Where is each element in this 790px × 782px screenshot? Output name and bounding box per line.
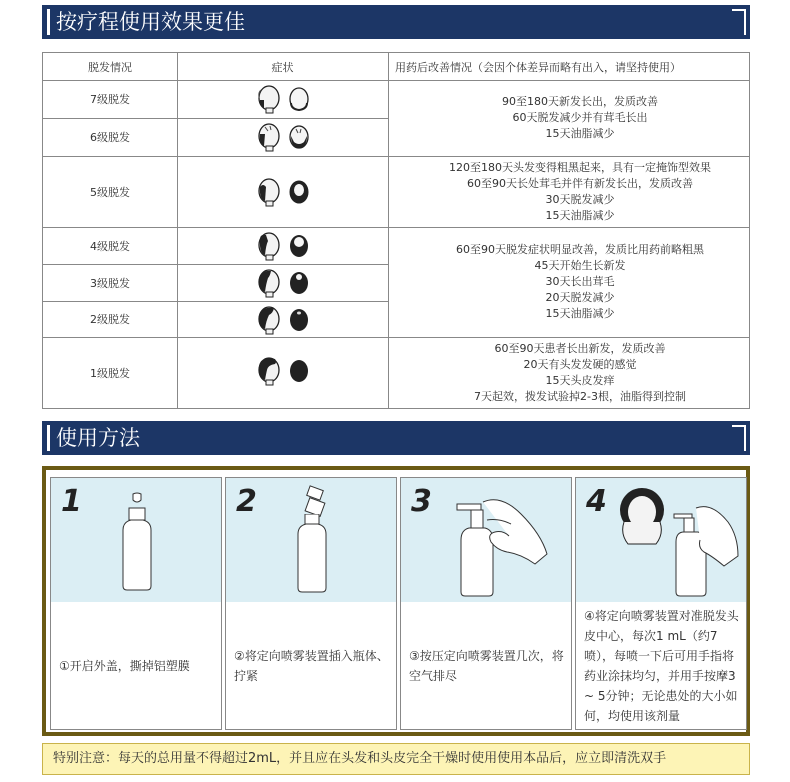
level-2: 2级脱发 <box>90 313 130 326</box>
improvement-line: 60天脱发减少并有茸毛长出 <box>512 111 648 124</box>
symptom-level-4 <box>256 231 310 261</box>
bottle-icon <box>292 514 332 594</box>
section-title: 使用方法 <box>56 426 140 450</box>
improvement-line: 30天脱发减少 <box>545 192 615 206</box>
header-symptom: 症状 <box>271 60 294 74</box>
head-side-icon <box>256 84 282 114</box>
header-improvement: 用药后改善情况（会因个体差异而略有出入，请坚持使用） <box>395 60 681 74</box>
step-number: 3 <box>411 484 432 519</box>
improvement-line: 60至90天长处茸毛并伴有新发长出，发质改善 <box>467 176 693 190</box>
symptom-level-5 <box>256 177 310 207</box>
banner-corner-decoration <box>732 425 746 451</box>
improvement-line: 7天起效，拨发试验掉2-3根，油脂得到控制 <box>474 390 686 403</box>
head-side-icon <box>256 305 282 335</box>
step-3 <box>400 477 572 730</box>
bottle-icon <box>117 492 157 592</box>
head-side-icon <box>256 231 282 261</box>
head-side-icon <box>256 122 282 152</box>
improvement-group-4-2 <box>415 227 745 337</box>
level-7: 7级脱发 <box>90 93 130 106</box>
improvement-line: 15天油脂减少 <box>545 208 615 222</box>
banner-corner-decoration <box>732 9 746 35</box>
head-top-icon <box>288 358 310 384</box>
improvement-line: 90至180天新发长出，发质改善 <box>502 95 658 108</box>
symptom-level-2 <box>256 305 310 335</box>
improvement-line: 20天有头发发硬的感觉 <box>523 358 637 371</box>
level-4: 4级脱发 <box>90 239 130 253</box>
section-banner-treatment <box>42 5 750 39</box>
improvement-group-5 <box>415 156 745 227</box>
section-title: 按疗程使用效果更佳 <box>56 10 245 34</box>
step-illustration <box>576 478 746 602</box>
head-top-icon <box>288 307 310 333</box>
step-text: ②将定向喷雾装置插入瓶体、拧紧 <box>234 648 389 683</box>
symptom-level-6 <box>256 122 310 152</box>
level-6: 6级脱发 <box>90 131 130 144</box>
improvement-line: 15天油脂减少 <box>545 307 615 320</box>
improvement-group-1 <box>415 337 745 409</box>
section-banner-usage <box>42 421 750 455</box>
step-4 <box>575 477 747 730</box>
improvement-line: 15天油脂减少 <box>545 127 615 140</box>
improvement-line: 60至90天脱发症状明显改善，发质比用药前略粗黑 <box>456 243 704 256</box>
usage-steps-panel <box>42 466 750 736</box>
step-number: 2 <box>236 484 257 519</box>
level-1: 1级脱发 <box>90 367 130 380</box>
symptom-level-3 <box>256 268 310 298</box>
step-number: 4 <box>586 484 607 519</box>
treatment-table <box>42 52 750 409</box>
step-illustration <box>51 478 221 602</box>
step-illustration <box>401 478 571 602</box>
step-illustration <box>226 478 396 602</box>
head-side-icon <box>256 177 282 207</box>
step-1 <box>50 477 222 730</box>
special-note: 特别注意：每天的总用量不得超过2mL，并且应在头发和头皮完全干燥时使用使用本品后，应立即清洗双手 <box>42 743 750 775</box>
level-5: 5级脱发 <box>90 185 130 199</box>
head-side-icon <box>256 268 282 298</box>
head-top-icon <box>288 124 310 150</box>
improvement-line: 15天头皮发痒 <box>545 374 615 387</box>
improvement-line: 20天脱发减少 <box>545 291 615 304</box>
head-top-icon <box>288 233 310 259</box>
improvement-line: 45天开始生长新发 <box>534 259 626 272</box>
step-2 <box>225 477 397 730</box>
step-number: 1 <box>61 484 82 519</box>
step-text: ③按压定向喷雾装置几次，将空气排尽 <box>409 648 564 683</box>
head-side-icon <box>256 356 282 386</box>
header-hair-loss: 脱发情况 <box>88 60 132 74</box>
improvement-line: 30天长出茸毛 <box>545 275 615 288</box>
step-text: ①开启外盖，撕掉铝塑膜 <box>59 658 190 673</box>
improvement-line: 60至90天患者长出新发，发质改善 <box>494 342 666 355</box>
step-text: ④将定向喷雾装置对准脱发头皮中心，每次1 mL（约7喷），每喷一下后可用手指将药业涂抹均匀，并用手按摩3 ~ 5分钟；无论患处的大小如何，均使用该剂量 <box>584 608 739 723</box>
symptom-level-7 <box>256 84 310 114</box>
head-top-icon <box>288 270 310 296</box>
head-top-icon <box>288 179 310 205</box>
level-3: 3级脱发 <box>90 276 130 290</box>
improvement-line: 120至180天头发变得粗黑起来，具有一定掩饰型效果 <box>449 160 711 174</box>
head-top-icon <box>288 86 310 112</box>
symptom-level-1 <box>256 356 310 386</box>
head-spray-icon <box>612 484 742 598</box>
spray-bottle-icon <box>451 494 561 598</box>
improvement-group-7-6 <box>415 80 745 156</box>
